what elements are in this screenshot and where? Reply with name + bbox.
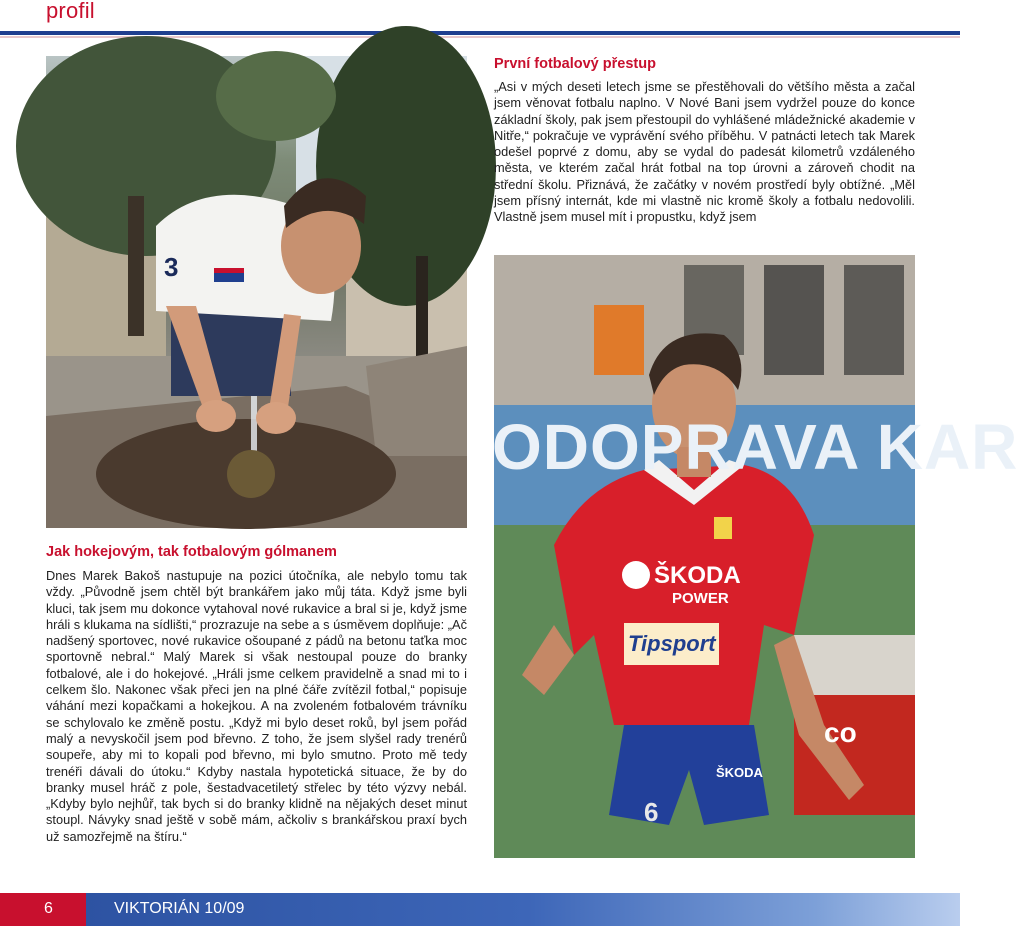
top-rule: [0, 31, 960, 35]
footballer-photo: [492, 255, 1018, 858]
footballer-photo-illustration: [494, 255, 915, 858]
shirt-sponsor-power: POWER: [672, 590, 729, 607]
footer-page-box: [0, 893, 86, 926]
section2-heading: Jak hokejovým, tak fotbalovým gólmanem: [46, 544, 337, 560]
section1-heading: První fotbalový přestup: [494, 56, 656, 72]
shorts-number: 6: [644, 797, 659, 827]
section-title: profil: [46, 0, 95, 23]
page-number: 6: [44, 900, 53, 917]
stadium-banner-text: ODOPRAVA KAR: [492, 411, 1018, 483]
section2-body: [46, 568, 467, 845]
fountain-photo-illustration: [46, 56, 467, 528]
shorts-brand: ŠKODA: [716, 765, 763, 780]
section2-paragraph: Dnes Marek Bakoš nastupuje na pozici útočníka, ale nebylo tomu tak vždy. „Původně jsem chtěl být brankářem jako můj táta. Když jsme byli kluci, tak jsem mu dokonce vytahoval nové rukavice a bral si je, když jsme hráli s klukama na sídlišti,“ prozrazuje na sebe a s úsměvem doplňuje: „Ač nadšený sportovec, nové rukavice ošoupané z pádů na betonu taťka moc sportovně nebral.“ Malý Marek si však nestoupal pouze do branky fotbalové, ale i do hokejové. „Hráli jsme celkem pravidelně a snad mi to i celkem šlo. Nakonec však přeci jen na plné čáře zvítězil fotbal,“ popisuje váhání mezi kopačkami a hokejkou. A na zvoleném fotbalovém trávníku se schylovalo ke změně postu. „Když mi bylo deset roků, byl jsem pořád malý a nevyskočil jsem pod břevno. Z toho, že jsem slyšel rady trenérů soupeře, aby mi to kopali pod břevno, mi bylo smutno. Proto mě tedy trenéři dávali do útoku.“ Kdyby nastala hypotetická situace, že by do branky musel hráč z pole, šestadvacetiletý střelec by této výzvy nebál. „Kdyby bylo nejhůř, tak bych si do branky klidně na nějakých deset minut stoupl. Návyky snad ještě v sobě mám, ačkoliv s brankářskou praxí bych už samozřejmě na štíru.“: [46, 568, 467, 844]
shirt-sponsor-skoda: ŠKODA: [654, 562, 741, 589]
ad-board-text: co: [824, 717, 857, 748]
section1-paragraph: „Asi v mých deseti letech jsme se přestěhovali do většího města a začal jsem věnovat fotbalu naplno. V Nové Bani jsem vydržel pouze do konce základní školy, pak jsem přestoupil do vyhlášené mládežnické akademie v Nitře,“ pokračuje ve vyprávění svého příběhu. V patnácti letech tak Marek odešel poprvé z domu, aby se vydal do padesát kilometrů vzdáleného města, ve kterém začal hrát fotbal na top úrovni a zároveň chodit na střední školu. Přiznává, že začátky v novém prostředí byly obtížné. „Měl jsem přísný internát, kde mi vlastně nic kromě školy a fotbalu nedovolili. Vlastně jsem musel mít i propustku, když jsem: [494, 79, 915, 225]
section1-body: [494, 79, 915, 226]
shirt-number: 3: [164, 252, 179, 282]
magazine-issue: VIKTORIÁN 10/09: [114, 900, 245, 917]
shirt-sponsor-tipsport: Tipsport: [628, 631, 716, 656]
fountain-photo: [46, 56, 467, 528]
